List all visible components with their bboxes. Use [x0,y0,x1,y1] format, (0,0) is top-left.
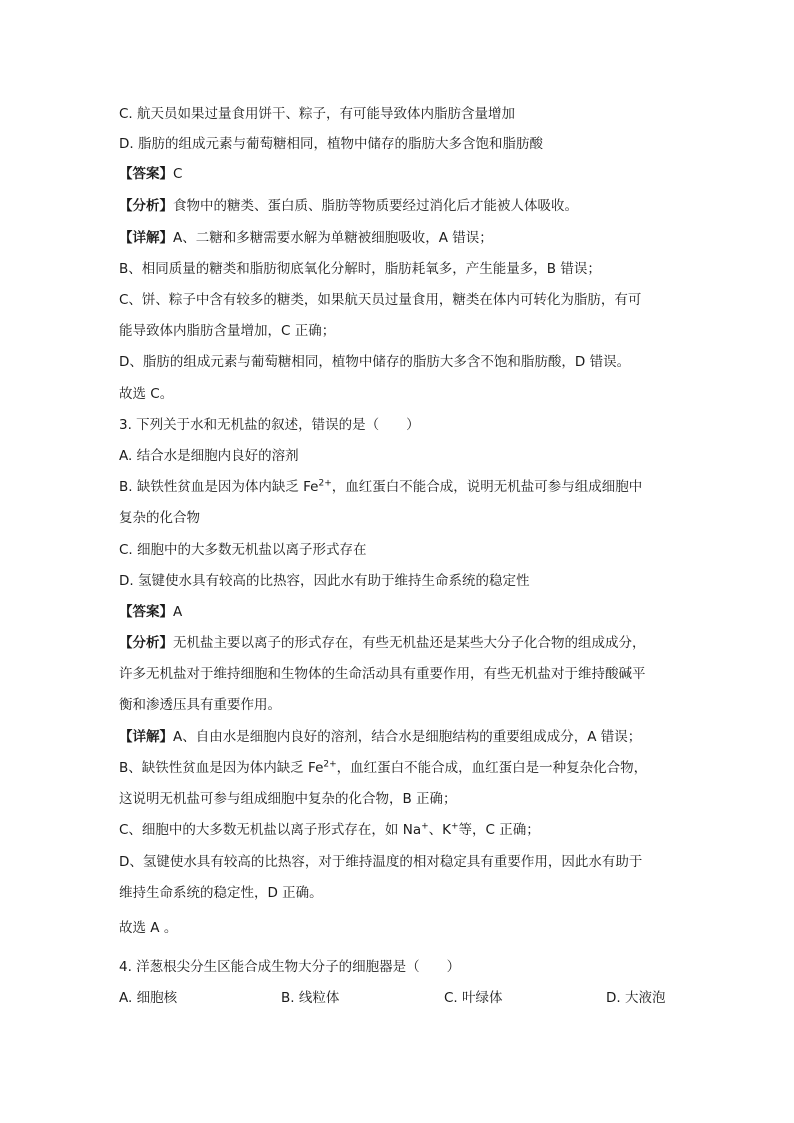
q3-detail-c [119,820,540,840]
detail-tag: 【详解】 [119,729,173,745]
q4-option-d: D. 大液泡 [606,990,666,1006]
q4-stem: 4. 洋葱根尖分生区能合成生物大分子的细胞器是（ ） [119,959,461,975]
answer-value: C [173,166,183,182]
q3-option-b [119,477,642,497]
q3-detail-b-2: 这说明无机盐可参与组成细胞中复杂的化合物，B 正确； [119,791,457,807]
q2-detail-c-2: 能导致体内脂肪含量增加，C 正确； [119,323,336,339]
q3-option-a: A. 结合水是细胞内良好的溶剂 [119,448,299,464]
detail-text: A、二糖和多糖需要水解为单糖被细胞吸收，A 错误； [173,230,493,246]
detail-text: A、自由水是细胞内良好的溶剂，结合水是细胞结构的重要组成成分，A 错误； [173,729,642,745]
superscript: 2+ [318,478,332,489]
text-segment: ，血红蛋白不能合成，血红蛋白是一种复杂化合物， [336,760,648,776]
text-segment: 、K [428,822,451,838]
q2-conclusion: 故选 C。 [119,386,174,402]
analysis-tag: 【分析】 [119,198,173,214]
q4-option-c: C. 叶绿体 [444,990,503,1006]
text-segment: C、细胞中的大多数无机盐以离子形式存在，如 Na [119,822,422,838]
q2-option-d: D. 脂肪的组成元素与葡萄糖相同，植物中储存的脂肪大多含饱和脂肪酸 [119,136,543,152]
answer-tag: 【答案】 [119,166,173,182]
text-segment: ，血红蛋白不能合成，说明无机盐可参与组成细胞中 [331,479,643,495]
q3-stem: 3. 下列关于水和无机盐的叙述，错误的是（ ） [119,417,420,433]
superscript: 2+ [323,759,337,770]
q2-detail-b: B、相同质量的糖类和脂肪彻底氧化分解时，脂肪耗氧多，产生能量多，B 错误； [119,261,601,277]
q4-option-a: A. 细胞核 [119,990,178,1006]
q3-option-c: C. 细胞中的大多数无机盐以离子形式存在 [119,542,367,558]
q3-analysis-2: 许多无机盐对于维持细胞和生物体的生命活动具有重要作用，有些无机盐对于维持酸碱平 [119,666,646,682]
detail-tag: 【详解】 [119,230,173,246]
q3-option-d: D. 氢键使水具有较高的比热容，因此水有助于维持生命系统的稳定性 [119,573,530,589]
q3-analysis-3: 衡和渗透压具有重要作用。 [119,697,281,713]
q4-option-b: B. 线粒体 [281,990,340,1006]
analysis-text: 无机盐主要以离子的形式存在，有些无机盐还是某些大分子化合物的组成成分， [173,635,646,651]
text-segment: B、缺铁性贫血是因为体内缺乏 Fe [119,760,324,776]
q3-analysis-1 [119,633,646,653]
q2-option-c: C. 航天员如果过量食用饼干、粽子，有可能导致体内脂肪含量增加 [119,106,516,122]
analysis-text: 食物中的糖类、蛋白质、脂肪等物质要经过消化后才能被人体吸收。 [173,198,578,214]
q2-detail-d: D、脂肪的组成元素与葡萄糖相同，植物中储存的脂肪大多含不饱和脂肪酸，D 错误。 [119,354,631,370]
q3-option-b-2: 复杂的化合物 [119,510,200,526]
q3-detail-a [119,727,641,747]
text-segment: 等，C 正确； [458,822,540,838]
q3-answer [119,602,182,622]
superscript: + [451,821,459,832]
q2-analysis [119,196,578,216]
q3-conclusion: 故选 A 。 [119,920,178,936]
answer-value: A [173,604,183,620]
superscript: + [421,821,429,832]
q2-detail-c-1: C、饼、粽子中含有较多的糖类，如果航天员过量食用，糖类在体内可转化为脂肪，有可 [119,292,642,308]
q2-detail-a [119,228,493,248]
answer-tag: 【答案】 [119,604,173,620]
q2-answer [119,164,182,184]
text-segment: B. 缺铁性贫血是因为体内缺乏 Fe [119,479,319,495]
q3-detail-d-2: 维持生命系统的稳定性，D 正确。 [119,885,323,901]
analysis-tag: 【分析】 [119,635,173,651]
q3-detail-b [119,758,647,778]
q3-detail-d-1: D、氢键使水具有较高的比热容，对于维持温度的相对稳定具有重要作用，因此水有助于 [119,854,643,870]
